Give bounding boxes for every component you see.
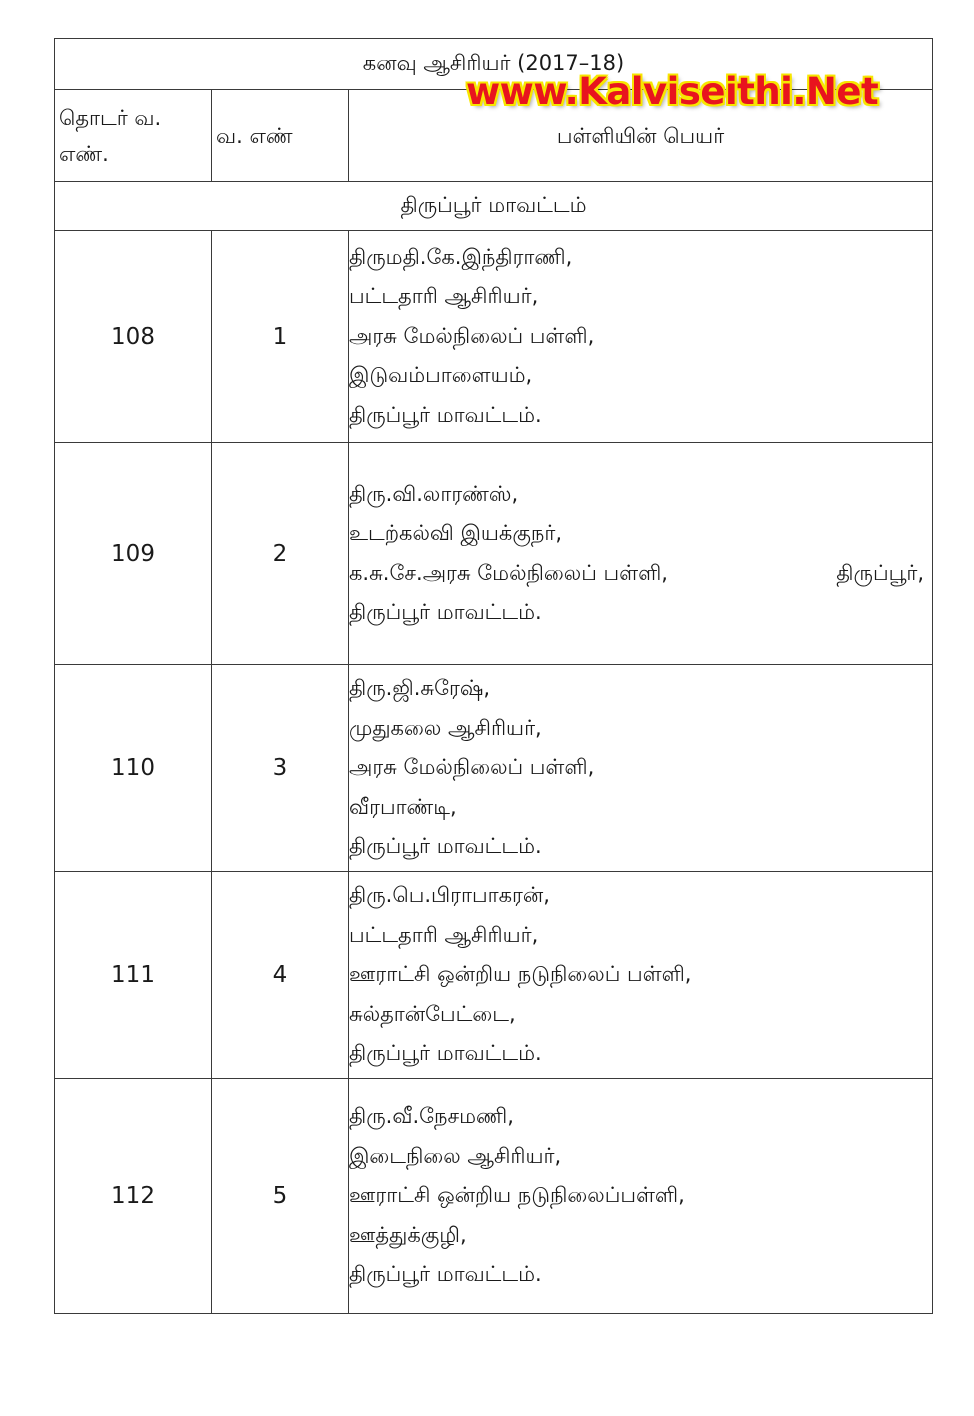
awardee-district: திருப்பூர் மாவட்டம். [349, 1041, 542, 1066]
awardee-name: திரு.ஜி.சுரேஷ், [349, 676, 491, 701]
header-serial [55, 90, 212, 182]
school-cell [349, 1079, 933, 1314]
awardee-school: அரசு மேல்நிலைப் பள்ளி, [349, 755, 595, 780]
awardee-place: வீரபாண்டி, [349, 794, 457, 819]
serial-cell: 110 [55, 665, 212, 872]
serial-cell: 112 [55, 1079, 212, 1314]
header-serial-line1: தொடர் வ. [59, 105, 162, 130]
school-cell [349, 231, 933, 443]
table-row [55, 665, 933, 872]
awardee-designation: பட்டதாரி ஆசிரியர், [349, 922, 539, 947]
awardee-district: திருப்பூர் மாவட்டம். [349, 834, 542, 859]
table-row [55, 872, 933, 1079]
school-cell [349, 872, 933, 1079]
awardee-designation: உடற்கல்வி இயக்குநர், [349, 521, 563, 545]
awardee-place: சுல்தான்பேட்டை, [349, 1001, 516, 1026]
awardee-district: திருப்பூர் மாவட்டம். [349, 1262, 542, 1287]
awardee-school: ஊராட்சி ஒன்றிய நடுநிலைப் பள்ளி, [349, 962, 692, 987]
district-row [55, 182, 933, 231]
awardee-district: திருப்பூர் மாவட்டம். [349, 402, 542, 427]
awardee-designation: பட்டதாரி ஆசிரியர், [349, 284, 539, 309]
school-cell [349, 443, 933, 665]
awardee-school: அரசு மேல்நிலைப் பள்ளி, [349, 323, 595, 348]
awardee-name: திருமதி.கே.இந்திராணி, [349, 244, 573, 269]
awardee-place: திருப்பூர், [836, 560, 924, 585]
awardee-school-line [349, 554, 932, 594]
awardee-table [54, 38, 933, 1314]
header-number: வ. எண் [212, 90, 349, 182]
awardee-designation: முதுகலை ஆசிரியர், [349, 715, 542, 740]
header-serial-line2: எண். [59, 141, 109, 166]
number-cell: 1 [212, 231, 349, 443]
document-title: கனவு ஆசிரியர் (2017–18) [55, 39, 933, 90]
awardee-designation: இடைநிலை ஆசிரியர், [349, 1143, 562, 1168]
serial-cell: 111 [55, 872, 212, 1079]
awardee-table-container [54, 38, 932, 1314]
table-row [55, 231, 933, 443]
district-heading: திருப்பூர் மாவட்டம் [55, 182, 933, 231]
awardee-district: திருப்பூர் மாவட்டம். [349, 600, 542, 624]
number-cell: 5 [212, 1079, 349, 1314]
awardee-place: ஊத்துக்குழி, [349, 1222, 467, 1247]
school-cell [349, 665, 933, 872]
table-row [55, 443, 933, 665]
number-cell: 3 [212, 665, 349, 872]
serial-cell: 108 [55, 231, 212, 443]
header-school: பள்ளியின் பெயர் [349, 90, 933, 182]
site-watermark: www.Kalviseithi.Net [466, 70, 879, 113]
number-cell: 4 [212, 872, 349, 1079]
serial-cell: 109 [55, 443, 212, 665]
awardee-place: இடுவம்பாளையம், [349, 363, 533, 388]
awardee-school: க.சு.சே.அரசு மேல்நிலைப் பள்ளி, [349, 560, 668, 585]
awardee-school: ஊராட்சி ஒன்றிய நடுநிலைப்பள்ளி, [349, 1183, 685, 1208]
table-row [55, 1079, 933, 1314]
awardee-name: திரு.வி.லாரண்ஸ், [349, 481, 519, 506]
number-cell: 2 [212, 443, 349, 665]
awardee-name: திரு.வீ.நேசமணி, [349, 1104, 514, 1129]
awardee-name: திரு.பெ.பிராபாகரன், [349, 883, 550, 908]
